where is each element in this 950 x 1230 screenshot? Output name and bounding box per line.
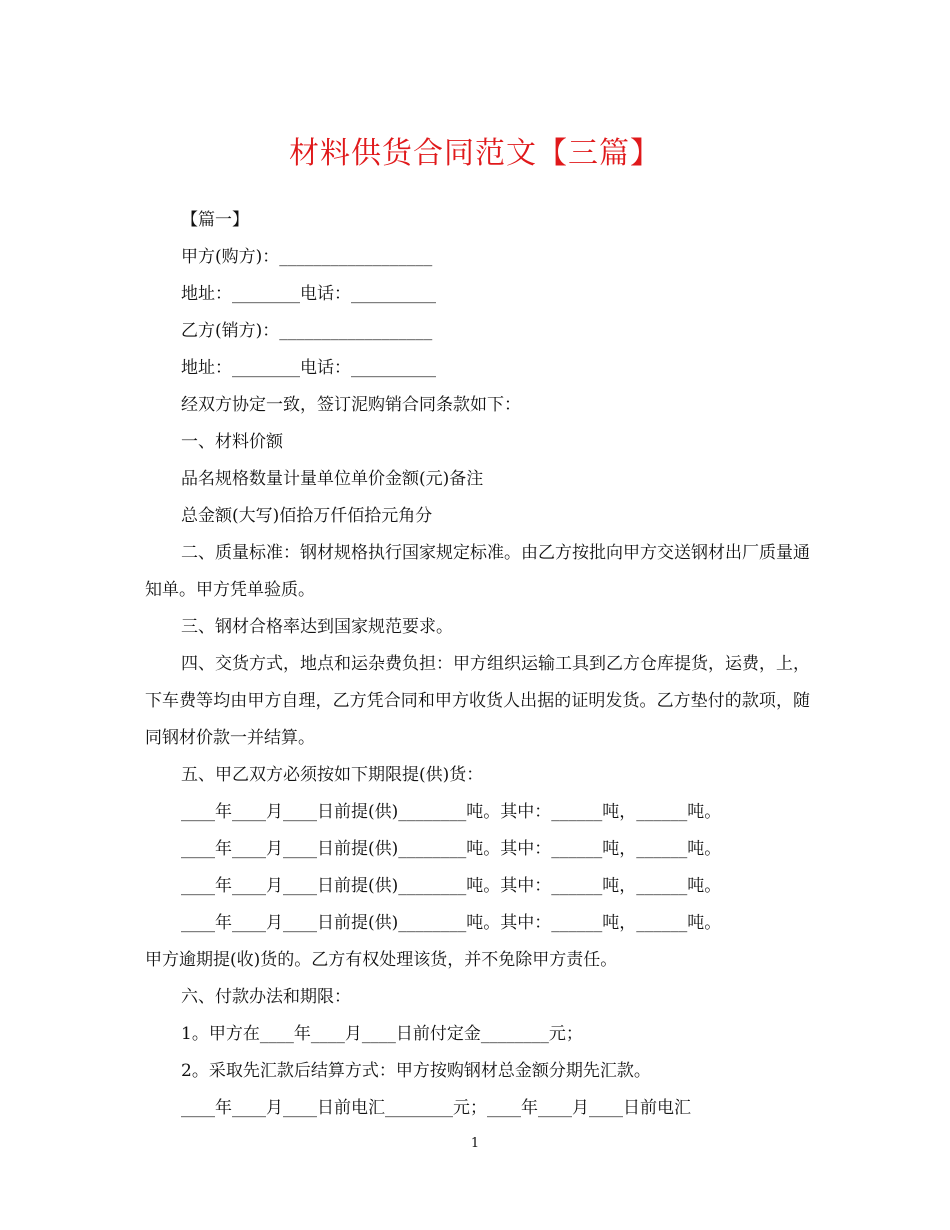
document-body	[145, 202, 810, 1127]
total-amount-line: 总金额(大写)佰拾万仟佰拾元角分	[181, 506, 433, 526]
clause-1-heading: 一、材料价额	[181, 432, 283, 452]
wire-transfer-line: ____年____月____日前电汇________元；____年____月____日前电汇	[181, 1098, 691, 1118]
clause-4-delivery: 四、交货方式，地点和运杂费负担：甲方组织运输工具到乙方仓库提货，运费，上，下车费等均由甲方自理，乙方凭合同和甲方收货人出据的证明发货。乙方垫付的款项，随同钢材价款一并结算。	[145, 654, 810, 748]
schedule-row: ____年____月____日前提(供)________吨。其中：______吨，______吨。	[181, 913, 722, 933]
clause-6-heading: 六、付款办法和期限：	[181, 987, 351, 1007]
party-b-address-line: 地址：________电话：__________	[181, 358, 436, 378]
party-a-address-line: 地址：________电话：__________	[181, 284, 436, 304]
document-title: 材料供货合同范文【三篇】	[289, 136, 661, 171]
schedule-row: ____年____月____日前提(供)________吨。其中：______吨，______吨。	[181, 802, 722, 822]
payment-item-2: 2。采取先汇款后结算方式：甲方按购钢材总金额分期先汇款。	[181, 1061, 651, 1081]
clause-2-quality: 二、质量标准：钢材规格执行国家规定标准。由乙方按批向甲方交送钢材出厂质量通知单。甲方凭单验质。	[145, 543, 810, 600]
late-pickup-note: 甲方逾期提(收)货的。乙方有权处理该货，并不免除甲方责任。	[145, 950, 618, 970]
party-b-line: 乙方(销方)：__________________	[181, 321, 433, 341]
clause-5-heading: 五、甲乙双方必须按如下期限提(供)货：	[181, 765, 484, 785]
schedule-row: ____年____月____日前提(供)________吨。其中：______吨，______吨。	[181, 876, 722, 896]
price-table-header: 品名规格数量计量单位单价金额(元)备注	[181, 469, 484, 489]
schedule-row: ____年____月____日前提(供)________吨。其中：______吨，______吨。	[181, 839, 722, 859]
clause-3-pass-rate: 三、钢材合格率达到国家规范要求。	[181, 617, 453, 637]
section-heading: 【篇一】	[181, 210, 249, 230]
payment-item-1: 1。甲方在____年____月____日前付定金________元；	[181, 1024, 583, 1044]
agreement-intro: 经双方协定一致，签订泥购销合同条款如下：	[181, 395, 521, 415]
page-number: 1	[470, 1136, 480, 1151]
party-a-line: 甲方(购方)：__________________	[181, 247, 433, 267]
